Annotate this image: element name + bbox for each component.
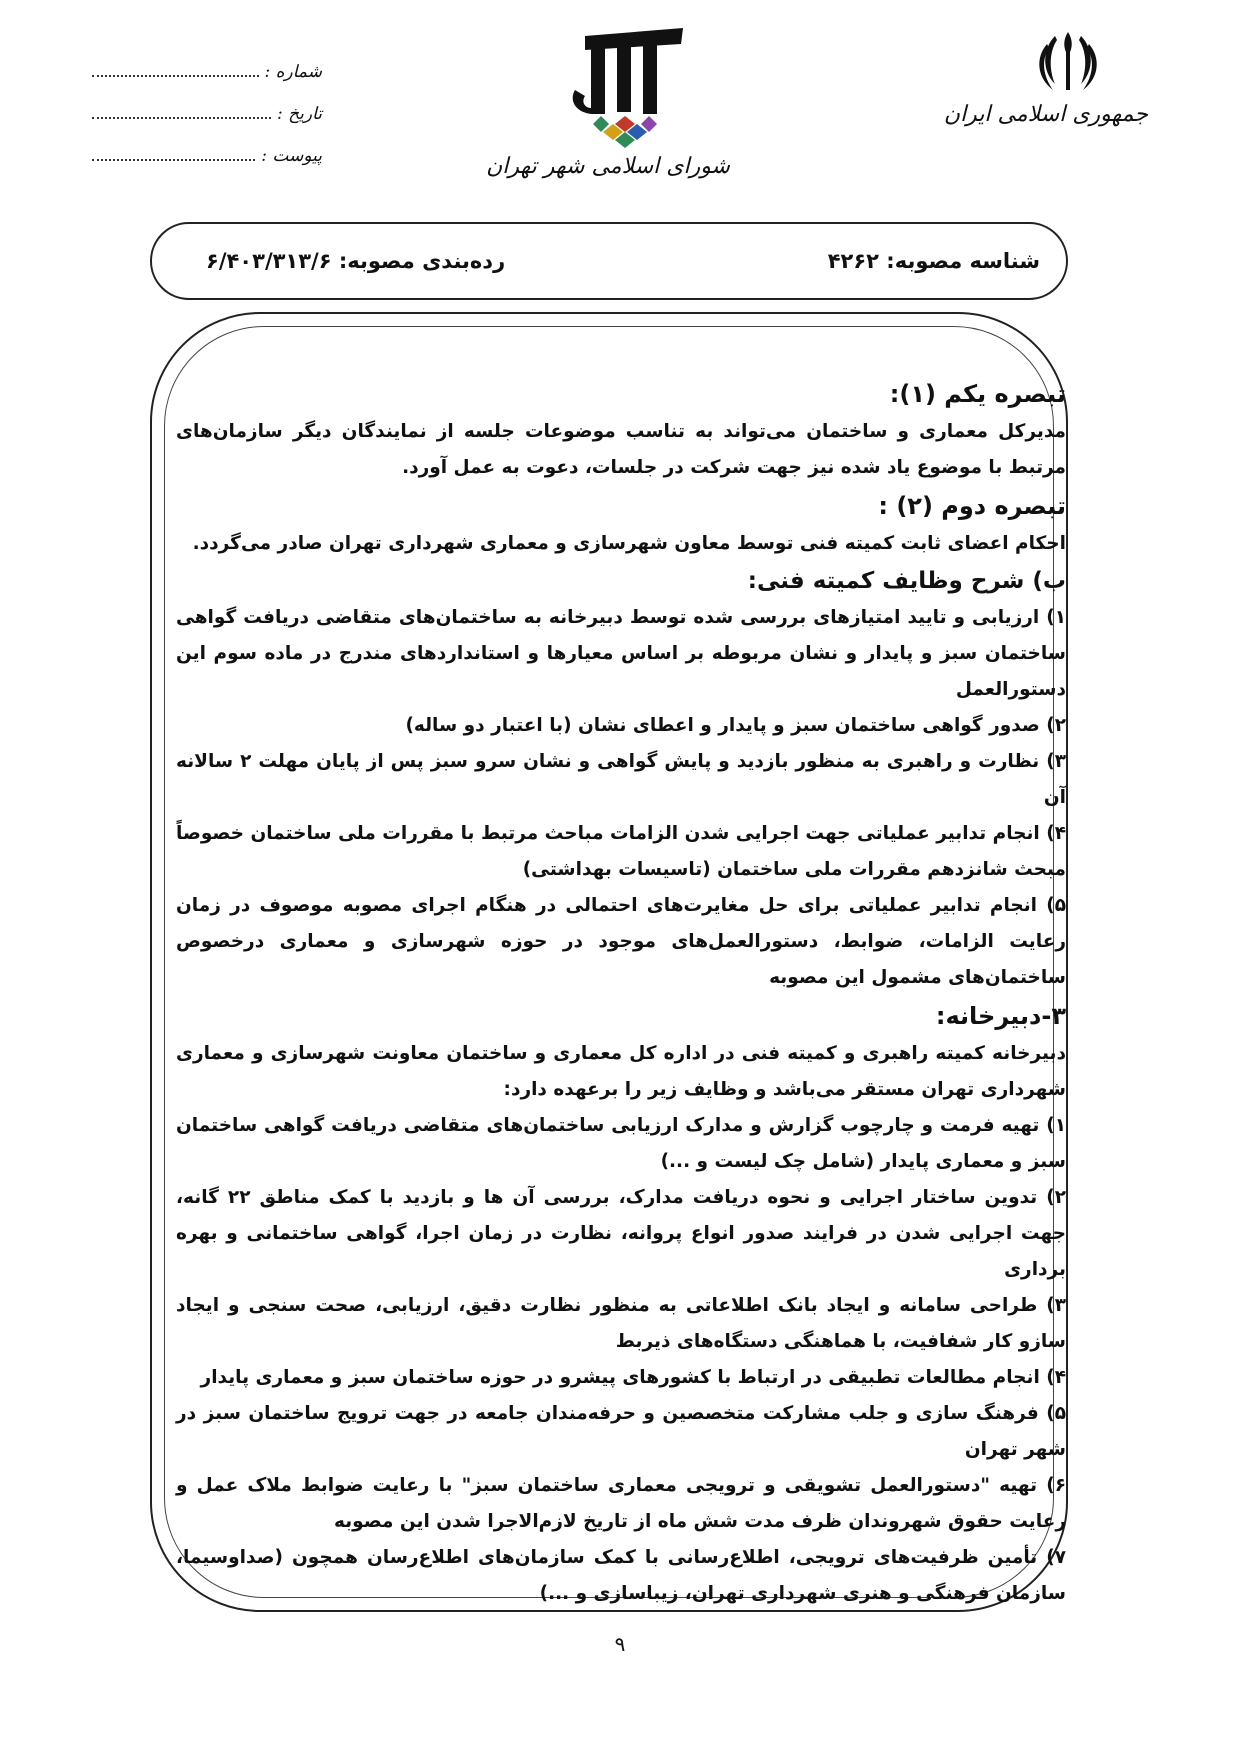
secretariat-item-6: ۶) تهیه "دستورالعمل تشویقی و ترویجی معماری ساختمان سبز" با رعایت ضوابط ملاک عمل و رعایت حقوق شهروندان ظرف مدت شش ماه از تاریخ لازم‌الاجرا شدن این مصوبه — [176, 1475, 1066, 1532]
section3-title: ۳-دبیرخانه: — [935, 1002, 1066, 1030]
letter-meta-fields — [92, 40, 322, 166]
emblem-caption: جمهوری اسلامی ایران — [943, 102, 1148, 127]
number-label: شماره : — [264, 62, 322, 82]
note1-text: مدیرکل معماری و ساختمان می‌تواند به تناسب موضوعات جلسه از نمایندگان دیگر سازمان‌های مرتبط با موضوع یاد شده نیز جهت شرکت در جلسات، دعوت به عمل آورد. — [176, 421, 1066, 478]
council-logo — [486, 14, 730, 179]
attachment-field — [92, 124, 322, 166]
iran-emblem — [943, 26, 1148, 127]
resolution-id: شناسه مصوبه: ۴۲۶۲ — [827, 249, 1040, 273]
note2-text: احکام اعضای ثابت کمیته فنی توسط معاون شهرسازی و معماری شهرداری تهران صادر می‌گردد. — [192, 533, 1066, 554]
resolution-info-box — [150, 222, 1068, 300]
secretariat-item-1: ۱) تهیه فرمت و چارچوب گزارش و مدارک ارزیابی ساختمان‌های متقاضی دریافت گواهی ساختمان سبز و معماری پایدار (شامل چک لیست و ...) — [176, 1115, 1066, 1172]
attachment-dotted-line — [92, 153, 255, 161]
attachment-label: پیوست : — [261, 146, 322, 166]
duty-item-1: ۱) ارزیابی و تایید امتیازهای بررسی شده توسط دبیرخانه به ساختمان‌های متقاضی دریافت گواهی ساختمان سبز و پایدار و نشان مربوطه بر اساس معیارها و استانداردهای مندرج در ماده سوم این دستورالعمل — [176, 607, 1066, 700]
section-b-title: ب) شرح وظایف کمیته فنی: — [747, 568, 1066, 594]
note1-title: تبصره یکم (۱): — [889, 380, 1066, 408]
council-caption: شورای اسلامی شهر تهران — [486, 154, 730, 179]
duty-item-4: ۴) انجام تدابیر عملیاتی جهت اجرایی شدن الزامات مباحث مرتبط با مقررات ملی ساختمان خصوصاً مبحث شانزدهم مقررات ملی ساختمان (تاسیسات بهداشتی) — [176, 823, 1066, 880]
secretariat-item-7: ۷) تأمین ظرفیت‌های ترویجی، اطلاع‌رسانی با کمک سازمان‌های اطلاع‌رسان همچون (صداوسیما، سازمان فرهنگی و هنری شهرداری تهران، زیباسازی و ...) — [176, 1547, 1066, 1604]
date-label: تاریخ : — [277, 104, 322, 124]
council-logo-icon — [545, 14, 705, 154]
iran-emblem-icon — [1033, 26, 1103, 96]
section3-text: دبیرخانه کمیته راهبری و کمیته فنی در اداره کل معماری و ساختمان معاونت شهرسازی و معماری شهرداری تهران مستقر می‌باشد و وظایف زیر را برعهده دارد: — [176, 1043, 1066, 1100]
number-field — [92, 40, 322, 82]
document-body — [176, 374, 1066, 1612]
date-dotted-line — [92, 111, 271, 119]
resolution-classification: رده‌بندی مصوبه: ۶/۴۰۳/۳۱۳/۶ — [206, 249, 506, 273]
duty-item-5: ۵) انجام تدابیر عملیاتی برای حل مغایرت‌های احتمالی در هنگام اجرای مصوبه موصوف در زمان رعایت الزامات، ضوابط، دستورالعمل‌های موجود در حوزه شهرسازی و معماری درخصوص ساختمان‌های مشمول این مصوبه — [176, 895, 1066, 988]
note2-title: تبصره دوم (۲) : — [878, 492, 1066, 520]
secretariat-item-2: ۲) تدوین ساختار اجرایی و نحوه دریافت مدارک، بررسی آن ها و بازدید با کمک مناطق ۲۲ گانه، جهت اجرایی شدن در فرایند صدور انواع پروانه، نظارت در زمان اجرا، گواهی ساختمانی و بهره برداری — [176, 1187, 1066, 1280]
date-field — [92, 82, 322, 124]
number-dotted-line — [92, 69, 259, 77]
duty-item-3: ۳) نظارت و راهبری به منظور بازدید و پایش گواهی و نشان سرو سبز پس از پایان مهلت ۲ سالانه آن — [176, 751, 1066, 808]
secretariat-item-5: ۵) فرهنگ سازی و جلب مشارکت متخصصین و حرفه‌مندان جامعه در جهت ترویج ساختمان سبز در شهر تهران — [176, 1403, 1066, 1460]
secretariat-item-3: ۳) طراحی سامانه و ایجاد بانک اطلاعاتی به منظور نظارت دقیق، ارزیابی، صحت سنجی و ایجاد سازو کار شفافیت، با هماهنگی دستگاه‌های ذیربط — [176, 1295, 1066, 1352]
secretariat-item-4: ۴) انجام مطالعات تطبیقی در ارتباط با کشورهای پیشرو در حوزه ساختمان سبز و معماری پایدار — [200, 1367, 1066, 1388]
duty-item-2: ۲) صدور گواهی ساختمان سبز و پایدار و اعطای نشان (با اعتبار دو ساله) — [405, 715, 1066, 736]
page-number: ۹ — [614, 1632, 626, 1656]
